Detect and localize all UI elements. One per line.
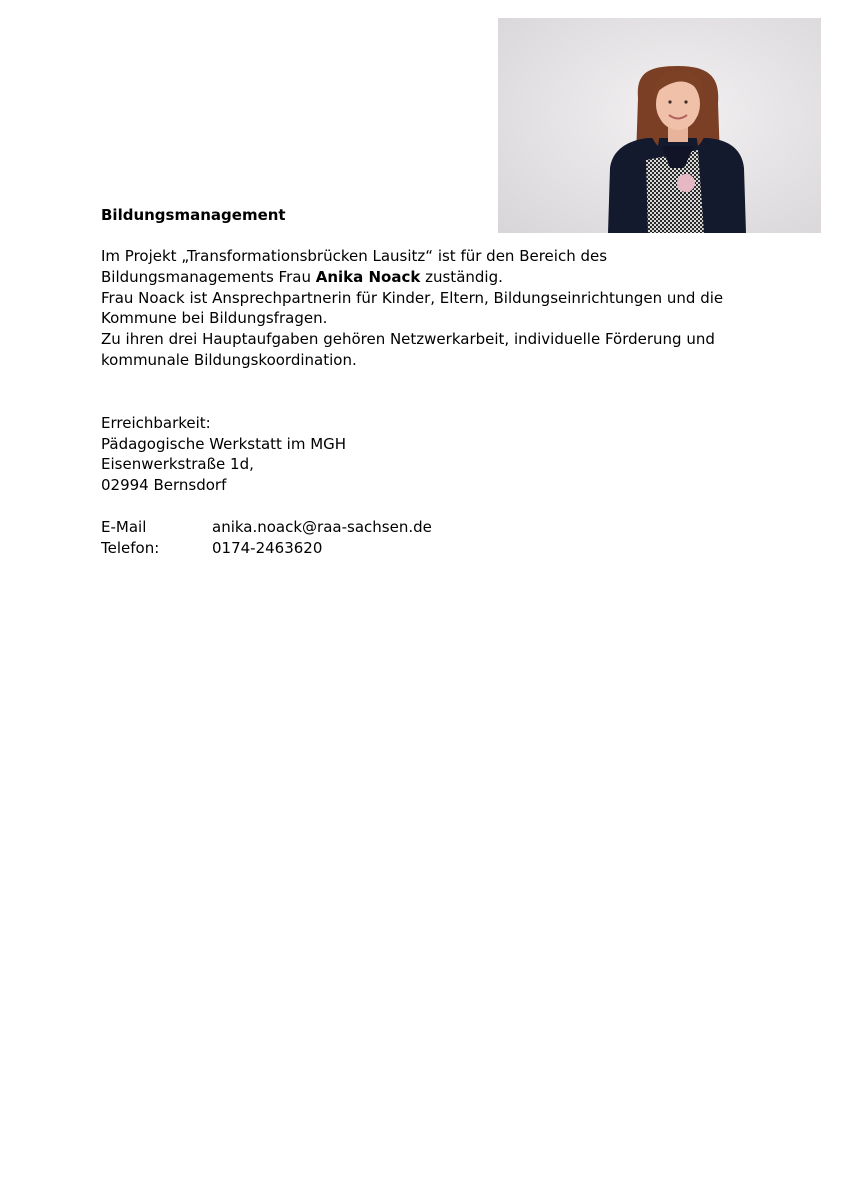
- contact-details: [101, 517, 801, 559]
- phone-label: Telefon:: [101, 538, 160, 557]
- intro-line-3: Frau Noack ist Ansprechpartnerin für Kinder, Eltern, Bildungseinrichtungen und die: [101, 288, 724, 307]
- phone-number: 0174-2463620: [212, 538, 323, 557]
- contact-place: Pädagogische Werkstatt im MGH: [101, 434, 347, 453]
- contact-label: Erreichbarkeit:: [101, 413, 211, 432]
- contact-person-name: Anika Noack: [315, 267, 421, 286]
- contact-city: 02994 Bernsdorf: [101, 476, 227, 495]
- intro-line-6: kommunale Bildungskoordination.: [101, 350, 357, 369]
- intro-line-4: Kommune bei Bildungsfragen.: [101, 309, 328, 328]
- intro-line-5: Zu ihren drei Hauptaufgaben gehören Netzwerkarbeit, individuelle Förderung und: [101, 330, 715, 349]
- intro-line-1: Im Projekt „Transformationsbrücken Lausitz“ ist für den Bereich des: [101, 247, 608, 265]
- intro-line-2-suffix: zuständig.: [420, 267, 503, 286]
- portrait-illustration: [498, 18, 821, 233]
- contact-street: Eisenwerkstraße 1d,: [101, 455, 254, 474]
- intro-line-2-prefix: Bildungsmanagements Frau: [101, 267, 316, 286]
- document-content: [101, 205, 801, 559]
- email-row: [101, 517, 801, 538]
- phone-row: [101, 538, 801, 559]
- contact-block: [101, 413, 801, 559]
- portrait-photo: [498, 18, 821, 233]
- email-link[interactable]: anika.noack@raa-sachsen.de: [212, 517, 432, 536]
- intro-line-2: [101, 267, 801, 288]
- email-label: E-Mail: [101, 517, 147, 536]
- intro-paragraph: [101, 246, 801, 371]
- section-heading: Bildungsmanagement: [101, 206, 286, 224]
